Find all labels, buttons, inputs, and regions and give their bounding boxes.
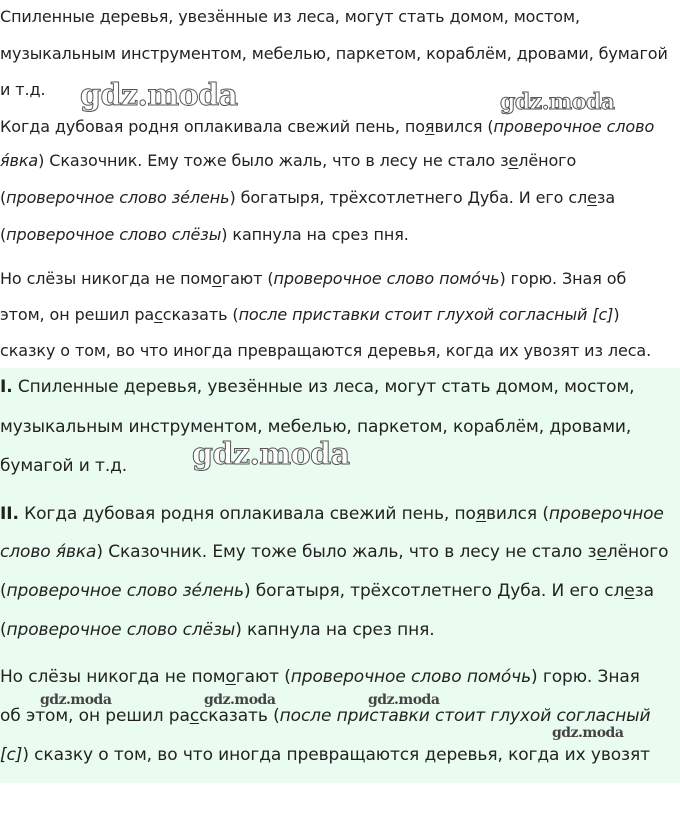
text-line: Но слёзы никогда не помогают (проверочное слово помо́чь) горю. Зная об [0, 269, 627, 288]
watermark: gdz.moda [368, 692, 440, 708]
text-line: музыкальным инструментом, мебелью, паркетом, кораблём, дровами, [0, 417, 632, 437]
text-line: (проверочное слово слёзы) капнула на срез пня. [0, 620, 435, 640]
text-line: Но слёзы никогда не помогают (проверочное слово помо́чь) горю. Зная [0, 667, 640, 687]
text-line: бумагой и т.д. [0, 456, 128, 476]
text-line: сказку о том, во что иногда превращаются деревья, когда их увозят из леса. [0, 341, 652, 360]
text-line: (проверочное слово зе́лень) богатыря, трёхсотлетнего Дуба. И его слеза [0, 581, 654, 601]
text-line: Спиленные деревья, увезённые из леса, могут стать домом, мостом, [0, 7, 580, 26]
watermark: gdz.moda [552, 725, 624, 741]
text-line: я́вка) Сказочник. Ему тоже было жаль, что в лесу не стало зелёного [0, 151, 577, 170]
text-line: слово я́вка) Сказочник. Ему тоже было жаль, что в лесу не стало зелёного [0, 542, 669, 562]
text-line: этом, он решил рассказать (после приставки стоит глухой согласный [с]) [0, 305, 620, 324]
text-line: II. Когда дубовая родня оплакивала свежий пень, появился (проверочное [0, 504, 664, 524]
text-line: [с]) сказку о том, во что иногда превращаются деревья, когда их увозят [0, 745, 650, 765]
watermark: gdz.moda [500, 89, 615, 115]
text-line: I. Спиленные деревья, увезённые из леса, могут стать домом, мостом, [0, 377, 635, 397]
text-line: (проверочное слово слёзы) капнула на срез пня. [0, 225, 409, 244]
watermark: gdz.moda [40, 692, 112, 708]
text-line: и т.д. [0, 80, 46, 99]
answer-block [0, 368, 680, 783]
watermark: gdz.moda [204, 692, 276, 708]
text-line: об этом, он решил рассказать (после приставки стоит глухой согласный [0, 706, 651, 726]
text-line: (проверочное слово зе́лень) богатыря, трёхсотлетнего Дуба. И его слеза [0, 188, 616, 207]
text-line: музыкальным инструментом, мебелью, паркетом, кораблём, дровами, бумагой [0, 44, 668, 63]
text-line: Когда дубовая родня оплакивала свежий пень, появился (проверочное слово [0, 117, 655, 136]
watermark: gdz.moda [80, 78, 238, 113]
watermark: gdz.moda [192, 437, 350, 472]
